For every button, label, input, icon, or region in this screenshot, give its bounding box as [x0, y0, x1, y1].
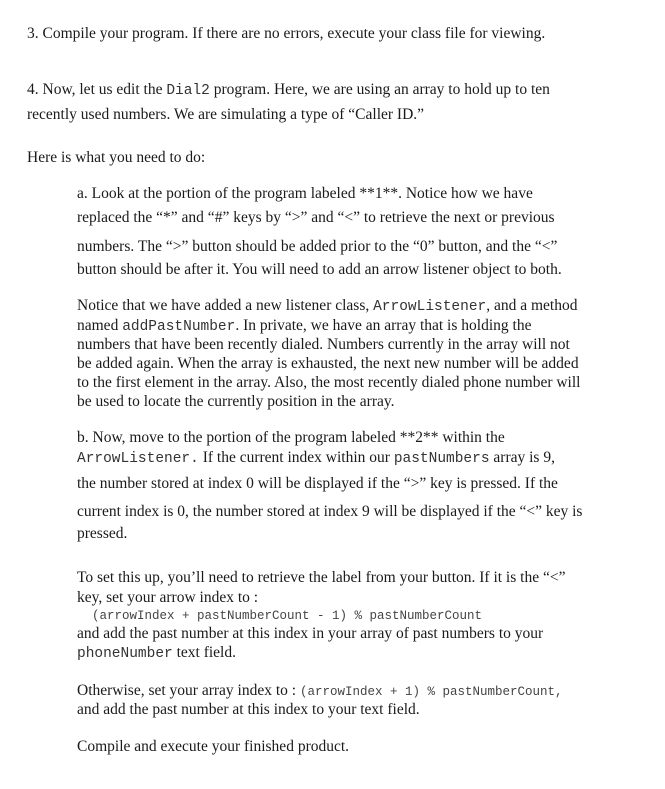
otherwise-text: Otherwise, set your array index to :	[77, 682, 300, 699]
otherwise-line-2: and add the past number at this index to your text field.	[77, 701, 420, 718]
part-b-line-2	[77, 448, 555, 469]
setup-line-3: and add the past number at this index in your array of past numbers to your	[77, 625, 544, 642]
step-4-text: 4. Now, let us edit the	[27, 81, 167, 98]
part-a-line-3: numbers. The “>” button should be added prior to the “0” button, and the “<”	[77, 238, 558, 255]
notice-line-4: be added again. When the array is exhausted, the next new number will be added	[77, 355, 579, 372]
past-numbers-code: pastNumbers	[393, 451, 490, 467]
otherwise-line-1	[77, 681, 563, 702]
final-instruction: Compile and execute your finished product.	[77, 738, 350, 755]
notice-text-2: , and a method	[486, 297, 578, 314]
arrow-listener-code: ArrowListener	[373, 299, 487, 315]
part-b-text: If the current index within our	[198, 449, 394, 466]
part-b-line-4: current index is 0, the number stored at index 9 will be displayed if the “<” key is	[77, 503, 583, 520]
intro-text: Here is what you need to do:	[27, 149, 206, 166]
array-index-formula: (arrowIndex + 1) % pastNumberCount,	[299, 685, 563, 699]
step-3	[27, 24, 545, 44]
arrow-listener-code-2: ArrowListener.	[77, 451, 199, 467]
notice2-text-2: . In private, we have an array that is holding the	[235, 317, 532, 334]
part-b-line-5: pressed.	[77, 525, 128, 542]
notice-line-1	[77, 296, 578, 317]
setup-line-1: To set this up, you’ll need to retrieve the label from your button. If it is the “<”	[77, 569, 566, 586]
add-past-number-code: addPastNumber	[122, 319, 236, 335]
part-a-line-4: button should be after it. You will need to add an arrow listener object to both.	[77, 261, 562, 278]
part-b-line-1: b. Now, move to the portion of the program labeled **2** within the	[77, 429, 505, 446]
notice-line-2	[77, 316, 531, 337]
arrow-index-formula: (arrowIndex + pastNumberCount - 1) % pastNumberCount	[92, 609, 483, 623]
dial2-code: Dial2	[166, 83, 210, 99]
notice2-text: named	[77, 317, 123, 334]
notice-line-5: to the first element in the array. Also, the most recently dialed phone number will	[77, 374, 581, 391]
phone-number-code: phoneNumber	[77, 646, 173, 662]
notice-line-3: numbers that have been recently dialed. Numbers currently in the array will not	[77, 336, 570, 353]
part-b-line-3: the number stored at index 0 will be displayed if the “>” key is pressed. If the	[77, 475, 558, 492]
part-b-text-2: array is 9,	[489, 449, 555, 466]
setup-line-2: key, set your arrow index to :	[77, 589, 259, 606]
notice-line-6: be used to locate the currently position in the array.	[77, 393, 395, 410]
part-a-line-1: a. Look at the portion of the program labeled **1**. Notice how we have	[77, 185, 533, 202]
part-a-line-2: replaced the “*” and “#” keys by “>” and “<” to retrieve the next or previous	[77, 209, 555, 226]
setup-line-4	[77, 643, 236, 664]
step-4-line-1	[27, 80, 550, 101]
notice-text: Notice that we have added a new listener class,	[77, 297, 374, 314]
setup-text: text field.	[172, 644, 236, 661]
step-4-text-2: program. Here, we are using an array to hold up to ten	[209, 81, 550, 98]
step-3-text: 3. Compile your program. If there are no errors, execute your class file for viewing.	[27, 25, 546, 42]
step-4-line-2: recently used numbers. We are simulating a type of “Caller ID.”	[27, 106, 425, 123]
